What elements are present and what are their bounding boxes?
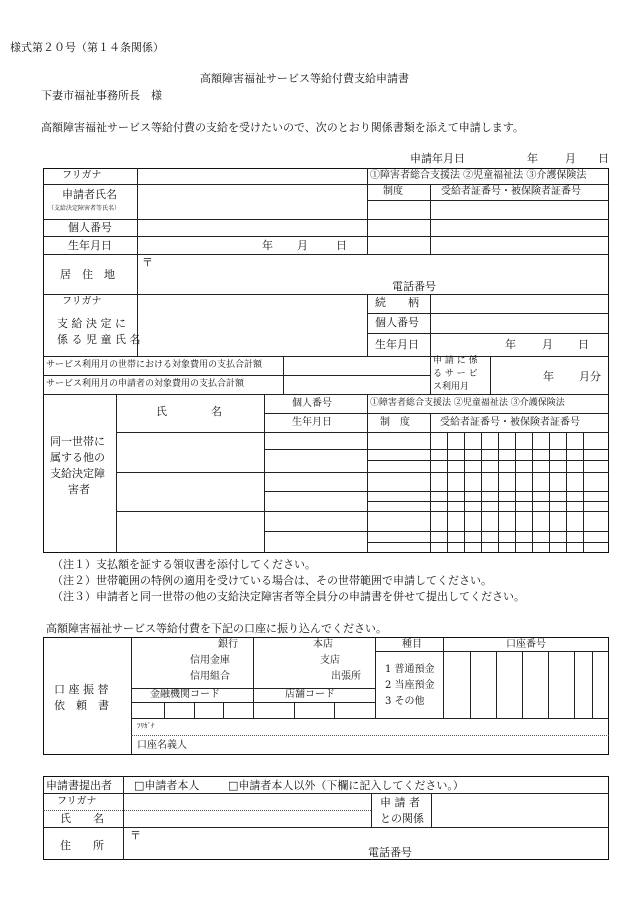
submitter-postal-mark: 〒 (130, 829, 141, 842)
child-name-label-2: 係 る 児 童 氏 名 (57, 333, 141, 346)
branch-type-2: 出張所 (331, 671, 361, 682)
account-number-label: 口座番号 (506, 639, 546, 650)
applicant-system-label: 制度 (383, 186, 403, 197)
applicant-name-label: 申請者氏名 (62, 188, 117, 201)
household-label-2: 属する他の (50, 451, 105, 464)
applicant-name-sublabel: （支給決定障害者等氏名） (48, 205, 121, 212)
applicant-birth-month: 月 (297, 239, 308, 252)
applicant-birth-day: 日 (336, 239, 347, 252)
service-month-label-1: 申 請 に 係 (433, 356, 478, 366)
applicant-birth-year: 年 (262, 239, 273, 252)
deposit-type-2: 3 その他 (385, 696, 425, 707)
note-1: （注１）支払額を証する領収書を添付してください。 (52, 558, 316, 571)
bank-type-2: 信用組合 (190, 671, 230, 682)
branch-code-label: 店舗コード (285, 689, 335, 700)
note-3: （注３）申請者と同一世帯の他の支給決定障害者等全員分の申請書を併せて提出してください。 (52, 590, 525, 603)
deposit-type-label: 種目 (402, 639, 422, 650)
application-date-label: 申請年月日 (410, 152, 465, 165)
household-total-label: サービス利用月の世帯における対象費用の支払合計額 (46, 360, 263, 370)
bank-type-0: 銀行 (218, 639, 238, 650)
bank-label-1: 口 座 振 替 (54, 683, 109, 696)
household-cert-label: 受給者証番号・被保険者証番号 (440, 417, 580, 428)
household-law-options: ①障害者総合支援法 ②児童福祉法 ③介護保険法 (370, 398, 565, 408)
service-month-month: 月分 (579, 370, 601, 383)
applicant-postal-mark: 〒 (142, 256, 153, 269)
household-label-4: 害者 (68, 483, 90, 496)
applicant-birth-label: 生年月日 (68, 239, 112, 252)
child-name-label-1: 支 給 決 定 に (57, 317, 126, 330)
submitter-name-label: 氏 名 (60, 812, 104, 825)
child-birth-label: 生年月日 (375, 338, 419, 351)
child-birth-day: 日 (578, 338, 589, 351)
submitter-option-self[interactable]: □申請者本人 (134, 779, 200, 792)
household-birth-label: 生年月日 (292, 417, 332, 428)
applicant-phone-label: 電話番号 (392, 280, 436, 293)
child-birth-year: 年 (505, 338, 516, 351)
deposit-type-1: 2 当座預金 (385, 680, 435, 691)
child-personal-number-label: 個人番号 (375, 316, 419, 329)
service-month-label-3: ス利用月 (433, 382, 470, 392)
date-day: 日 (598, 152, 609, 165)
submitter-relation-label-1: 申 請 者 (380, 796, 420, 809)
submitter-furigana-label: フリガナ (57, 796, 97, 807)
deposit-type-0: 1 普通預金 (385, 664, 435, 675)
household-system-label: 制 度 (380, 417, 410, 428)
household-personal-number-label: 個人番号 (292, 398, 332, 409)
intro-text: 高額障害福祉サービス等給付費の支給を受けたいので、次のとおり関係書類を添えて申請します。 (41, 121, 524, 134)
submitter-label: 申請書提出者 (46, 779, 112, 792)
applicant-address-label: 居 住 地 (60, 268, 115, 281)
service-month-label-2: る サ ー ビ (433, 369, 478, 379)
child-relation-label: 続 柄 (375, 296, 419, 309)
submitter-option-other[interactable]: □申請者本人以外（下欄に記入してください。） (228, 779, 464, 792)
applicant-law-options: ①障害者総合支援法 ②児童福祉法 ③介護保険法 (370, 170, 587, 181)
holder-kana-label: ﾌﾘｶﾞﾅ (137, 722, 155, 730)
household-name-column: 氏 名 (156, 405, 222, 418)
submitter-address-label: 住 所 (60, 839, 104, 852)
applicant-total-label: サービス利用月の申請者の対象費用の支払合計額 (46, 379, 245, 389)
bank-type-1: 信用金庫 (190, 655, 230, 666)
branch-type-0: 本店 (313, 639, 333, 650)
note-2: （注２）世帯範囲の特例の適用を受けている場合は、その世帯範囲で申請してください。 (52, 574, 492, 587)
bank-label-2: 依 頼 書 (54, 699, 109, 712)
date-year: 年 (527, 152, 538, 165)
form-number: 様式第２０号（第１４条関係） (10, 41, 164, 54)
applicant-personal-number-label: 個人番号 (68, 221, 112, 234)
date-month: 月 (565, 152, 576, 165)
holder-name-label: 口座名義人 (137, 740, 187, 751)
bank-code-label: 金融機関コード (150, 689, 220, 700)
submitter-phone-label: 電話番号 (368, 846, 412, 859)
service-month-year: 年 (543, 370, 554, 383)
household-label-1: 同一世帯に (50, 435, 105, 448)
applicant-furigana-label: フリガナ (62, 170, 102, 181)
child-birth-month: 月 (542, 338, 553, 351)
submitter-relation-label-2: との関係 (380, 812, 424, 825)
bank-intro: 高額障害福祉サービス等給付費を下記の口座に振り込んでください。 (46, 622, 387, 635)
household-label-3: 支給決定障 (50, 467, 105, 480)
addressee: 下妻市福祉事務所長 様 (41, 89, 162, 102)
branch-type-1: 支店 (320, 655, 340, 666)
form-title: 高額障害福祉サービス等給付費支給申請書 (200, 72, 409, 85)
applicant-cert-label: 受給者証番号・被保険者証番号 (441, 186, 581, 197)
child-furigana-label: フリガナ (62, 296, 102, 307)
